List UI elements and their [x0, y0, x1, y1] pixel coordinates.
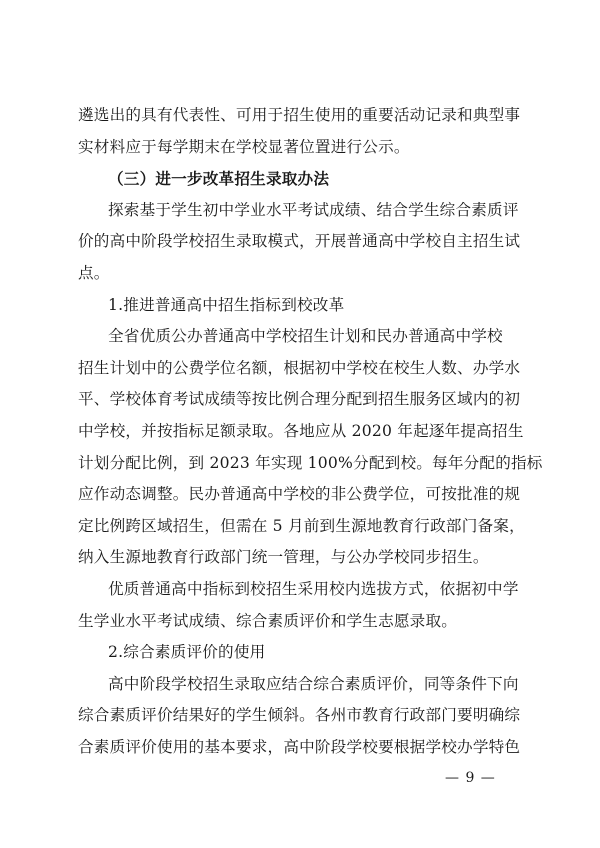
paragraph-line: 定比例跨区域招生，但需在 5 月前到生源地教育行政部门备案， — [78, 516, 525, 535]
paragraph-line: 优质普通高中指标到校招生采用校内选拔方式，依据初中学 — [108, 579, 519, 598]
paragraph-line: 综合素质评价结果好的学生倾斜。各州市教育行政部门要明确综 — [78, 706, 521, 725]
paragraph-line: 计划分配比例，到 2023 年实现 100%分配到校。每年分配的指标 — [78, 453, 543, 472]
subsection-heading: 2.综合素质评价的使用 — [108, 643, 266, 662]
paragraph-line: 价的高中阶段学校招生录取模式，开展普通高中学校自主招生试 — [78, 232, 521, 251]
paragraph-line: 遴选出的具有代表性、可用于招生使用的重要活动记录和典型事 — [78, 106, 521, 124]
paragraph-line: 点。 — [78, 263, 110, 282]
paragraph-line: 应作动态调整。民办普通高中学校的非公费学位，可按批准的规 — [78, 485, 521, 504]
paragraph-line: 生学业水平考试成绩、综合素质评价和学生志愿录取。 — [78, 611, 458, 630]
page-number: — 9 — — [445, 770, 496, 786]
paragraph-line: 纳入生源地教育行政部门统一管理，与公办学校同步招生。 — [78, 548, 489, 567]
paragraph-line: 合素质评价使用的基本要求，高中阶段学校要根据学校办学特色 — [78, 737, 521, 756]
paragraph-line: 平、学校体育考试成绩等按比例合理分配到招生服务区域内的初 — [78, 390, 521, 409]
paragraph-line: 实材料应于每学期末在学校显著位置进行公示。 — [78, 137, 410, 156]
section-heading: （三）进一步改革招生录取办法 — [108, 169, 330, 189]
body-text — [78, 100, 543, 763]
subsection-heading: 1.推进普通高中招生指标到校改革 — [108, 295, 345, 314]
paragraph-line: 探索基于学生初中学业水平考试成绩、结合学生综合素质评 — [108, 200, 519, 219]
paragraph-line: 招生计划中的公费学位名额，根据初中学校在校生人数、办学水 — [78, 358, 521, 377]
paragraph-line: 全省优质公办普通高中学校招生计划和民办普通高中学校 — [108, 327, 503, 346]
paragraph-line: 中学校，并按指标足额录取。各地应从 2020 年起逐年提高招生 — [78, 421, 524, 440]
paragraph-line: 高中阶段学校招生录取应结合综合素质评价，同等条件下向 — [108, 674, 519, 693]
